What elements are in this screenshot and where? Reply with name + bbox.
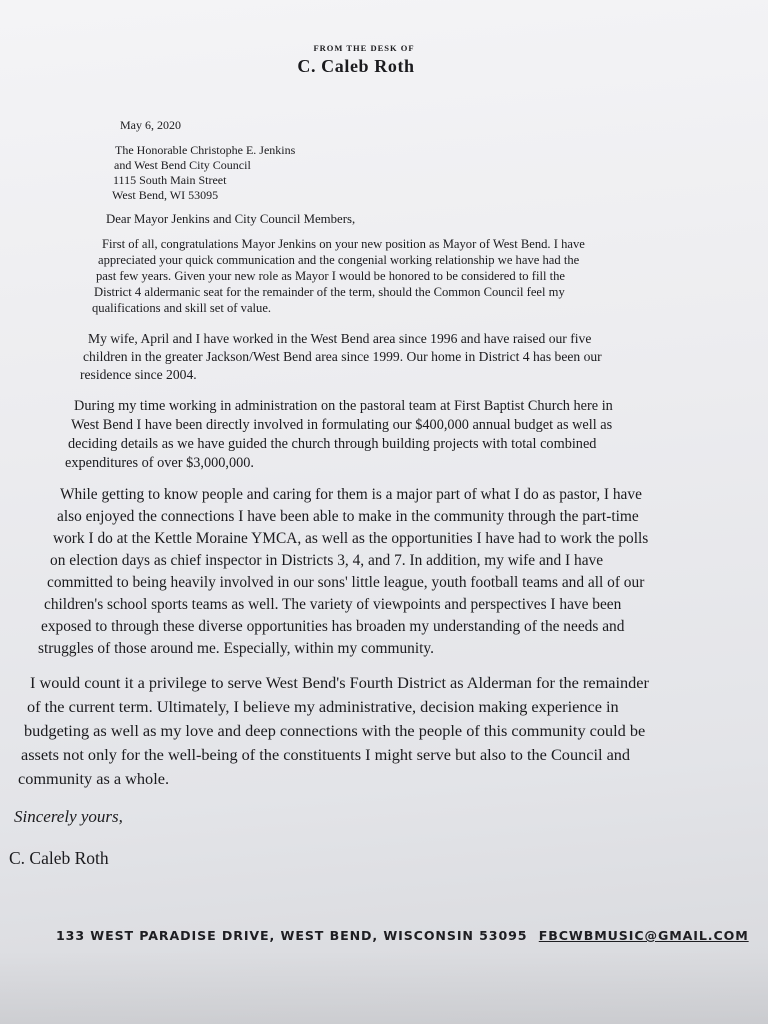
paragraph-1-line: First of all, congratulations Mayor Jenkins on your new position as Mayor of West Bend. I have <box>102 237 585 251</box>
paragraph-2-line: children in the greater Jackson/West Bend area since 1999. Our home in District 4 has been our <box>83 349 602 364</box>
paragraph-4-line: struggles of those around me. Especially, within my community. <box>38 640 434 657</box>
footer-address: 133 WEST PARADISE DRIVE, WEST BEND, WISCONSIN 53095 <box>56 928 528 943</box>
address-line: West Bend, WI 53095 <box>112 188 219 202</box>
paragraph-4-line: also enjoyed the connections I have been able to make in the community through the part-time <box>57 508 639 525</box>
paragraph-1-line: qualifications and skill set of value. <box>92 301 272 315</box>
paragraph-2-line: My wife, April and I have worked in the West Bend area since 1996 and have raised our five <box>88 331 592 346</box>
address-line: 1115 South Main Street <box>113 173 227 187</box>
paragraph-3-line: expenditures of over $3,000,000. <box>65 455 254 471</box>
closing: Sincerely yours, <box>14 807 123 826</box>
address-line: The Honorable Christophe E. Jenkins <box>115 143 296 157</box>
paragraph-5-line: budgeting as well as my love and deep connections with the people of this community could be <box>24 721 646 740</box>
paragraph-2-line: residence since 2004. <box>80 367 197 382</box>
page-shadow <box>0 950 768 1024</box>
paragraph-3-line: deciding details as we have guided the church through building projects with total combined <box>68 436 597 452</box>
paragraph-5-line: community as a whole. <box>18 769 170 788</box>
paragraph-3-line: West Bend I have been directly involved in formulating our $400,000 annual budget as well as <box>71 417 613 433</box>
footer-email-link[interactable]: FBCWBMUSIC@GMAIL.COM <box>538 928 749 943</box>
salutation: Dear Mayor Jenkins and City Council Members, <box>106 212 356 226</box>
footer-contact <box>56 928 749 943</box>
paragraph-4-line: exposed to through these diverse opportunities has broaden my understanding of the needs and <box>41 618 625 635</box>
paragraph-5-line: assets not only for the well-being of the constituents I might serve but also to the Council and <box>21 745 631 764</box>
signature-name: C. Caleb Roth <box>9 848 109 868</box>
paragraph-4-line: children's school sports teams as well. The variety of viewpoints and perspectives I have been <box>44 596 622 613</box>
paragraph-4-line: work I do at the Kettle Moraine YMCA, as well as the opportunities I have had to work the polls <box>53 530 649 547</box>
letterhead-from-desk: FROM THE DESK OF <box>313 43 415 53</box>
letterhead-name: C. Caleb Roth <box>297 56 415 76</box>
paragraph-4-line: committed to being heavily involved in our sons' little league, youth football teams and all of our <box>47 574 645 591</box>
address-line: and West Bend City Council <box>114 158 251 172</box>
paragraph-5-line: of the current term. Ultimately, I believe my administrative, decision making experience in <box>27 697 619 716</box>
paragraph-1-line: appreciated your quick communication and the congenial working relationship we have had the <box>98 253 580 267</box>
paragraph-1-line: past few years. Given your new role as Mayor I would be honored to be considered to fill the <box>96 269 565 283</box>
paragraph-5-line: I would count it a privilege to serve West Bend's Fourth District as Alderman for the remainder <box>30 673 649 692</box>
paragraph-1-line: District 4 aldermanic seat for the remainder of the term, should the Common Council feel my <box>94 285 565 299</box>
paragraph-4-line: While getting to know people and caring for them is a major part of what I do as pastor, I have <box>60 486 642 503</box>
paragraph-3-line: During my time working in administration on the pastoral team at First Baptist Church here in <box>74 398 613 414</box>
letter-date: May 6, 2020 <box>120 118 181 132</box>
paragraph-4-line: on election days as chief inspector in Districts 3, 4, and 7. In addition, my wife and I have <box>50 552 604 569</box>
